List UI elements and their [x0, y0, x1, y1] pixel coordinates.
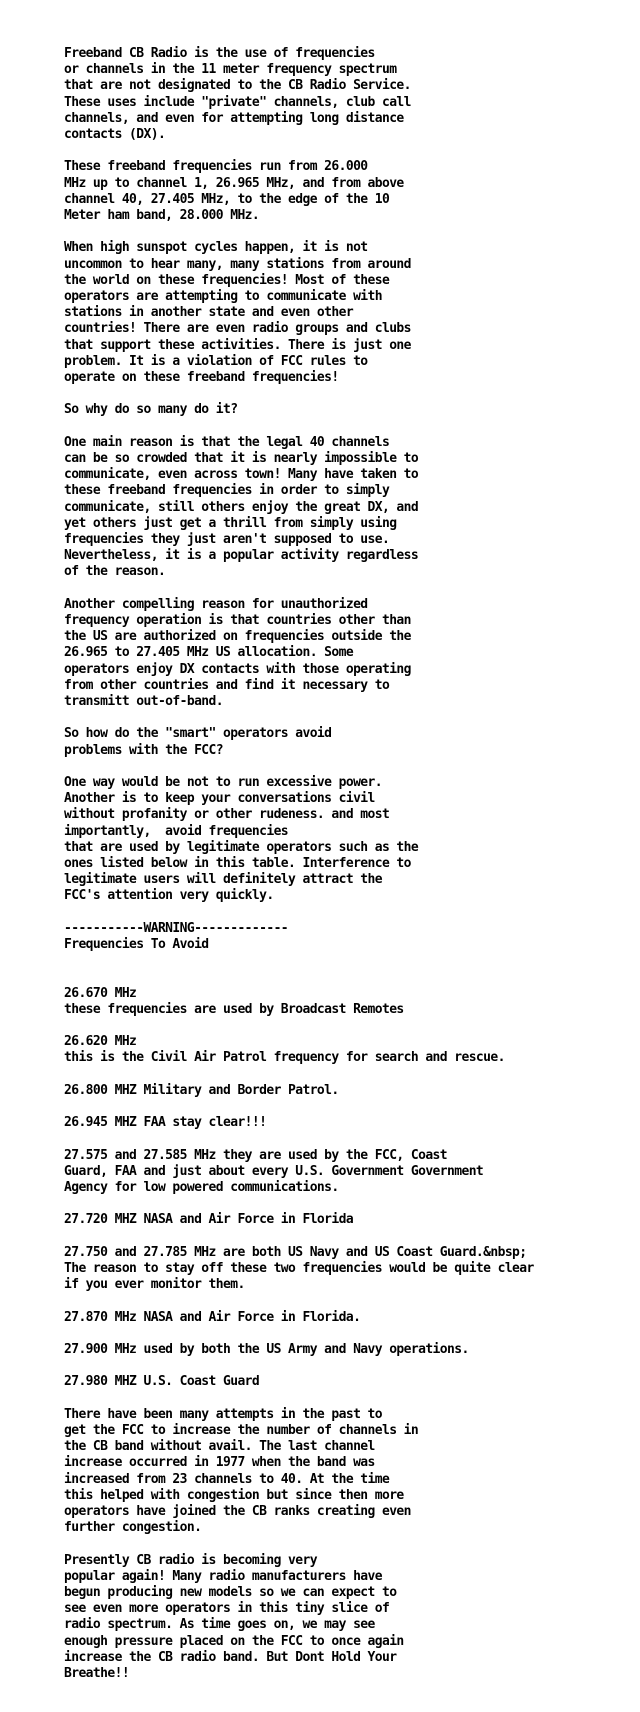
- frequency-entry: 26.670 MHz these frequencies are used by Broadcast Remotes: [64, 985, 404, 1017]
- frequency-entry: 27.720 MHZ NASA and Air Force in Florida: [64, 1212, 354, 1228]
- paragraph-intro: Freeband CB Radio is the use of frequencies or channels in the 11 meter frequency spectrum that are not designated to the CB Radio Service. These uses include "private" channels, club call channels, and even for attempting long distance contacts (DX).: [64, 46, 411, 143]
- frequency-entry: 27.575 and 27.585 MHz they are used by the FCC, Coast Guard, FAA and just about every U.S. Government Government Agency for low powered communications.: [64, 1147, 484, 1196]
- frequency-entry: 27.870 MHz NASA and Air Force in Florida.: [64, 1309, 361, 1325]
- paragraph-question-why: So why do so many do it?: [64, 402, 238, 418]
- frequency-entry: 27.900 MHz used by both the US Army and Navy operations.: [64, 1341, 469, 1357]
- paragraph-freeband-range: These freeband frequencies run from 26.000 MHz up to channel 1, 26.965 MHz, and from above channel 40, 27.405 MHz, to the edge of the 10 Meter ham band, 28.000 MHz.: [64, 159, 404, 224]
- frequency-entry: 27.980 MHZ U.S. Coast Guard: [64, 1374, 260, 1390]
- paragraph-compelling-reason: Another compelling reason for unauthorized frequency operation is that countries other than the US are authorized on frequencies outside the 26.965 to 27.405 MHz US allocation. Some operators enjoy DX contacts with those operating from other countries and find it necessary to transmitt out-of-band.: [64, 596, 411, 710]
- paragraph-channel-history: There have been many attempts in the past to get the FCC to increase the number of channels in the CB band without avail. The last channel increase occurred in 1977 when the band was increased from 23 channels to 40. At the time this helped with congestion but since then more operators have joined the CB ranks creating even further congestion.: [64, 1406, 419, 1536]
- paragraph-question-how: So how do the "smart" operators avoid problems with the FCC?: [64, 726, 332, 758]
- frequency-entry: 27.750 and 27.785 MHz are both US Navy and US Coast Guard.&nbsp; The reason to stay off these two frequencies would be quite clear if you ever monitor them.: [64, 1244, 534, 1293]
- paragraph-presently: Presently CB radio is becoming very popular again! Many radio manufacturers have begun producing new models so we can expect to see even more operators in this tiny slice of radio spectrum. As time goes on, we may see enough pressure placed on the FCC to once again increase the CB radio band. But Dont Hold Your Breathe!!: [64, 1552, 404, 1681]
- frequency-entry: 26.620 MHz this is the Civil Air Patrol frequency for search and rescue.: [64, 1034, 505, 1066]
- frequency-entry: 26.945 MHZ FAA stay clear!!!: [64, 1115, 267, 1131]
- paragraph-sunspot: When high sunspot cycles happen, it is not uncommon to hear many, many stations from around the world on these frequencies! Most of these operators are attempting to communicate with stations in another state and even other countries! There are even radio groups and clubs that support these activities. There is just one problem. It is a violation of FCC rules to operate on these freeband frequencies!: [64, 240, 411, 386]
- warning-heading: -----------WARNING------------- Frequencies To Avoid: [64, 920, 289, 953]
- paragraph-one-way: One way would be not to run excessive power. Another is to keep your conversations civil without profanity or other rudeness. and most importantly, avoid frequencies that are used by legitimate operators such as the ones listed below in this table. Interference to legitimate users will definitely attract the FCC's attention very quickly.: [64, 775, 419, 904]
- paragraph-main-reason: One main reason is that the legal 40 channels can be so crowded that it is nearly impossible to communicate, even across town! Many have taken to these freeband frequencies in order to simply communicate, still others enjoy the great DX, and yet others just get a thrill from simply using frequencies they just aren't supposed to use. Nevertheless, it is a popular activity regardless of the reason.: [64, 434, 419, 580]
- frequency-entry: 26.800 MHZ Military and Border Patrol.: [64, 1082, 339, 1098]
- document-body: [64, 46, 634, 1698]
